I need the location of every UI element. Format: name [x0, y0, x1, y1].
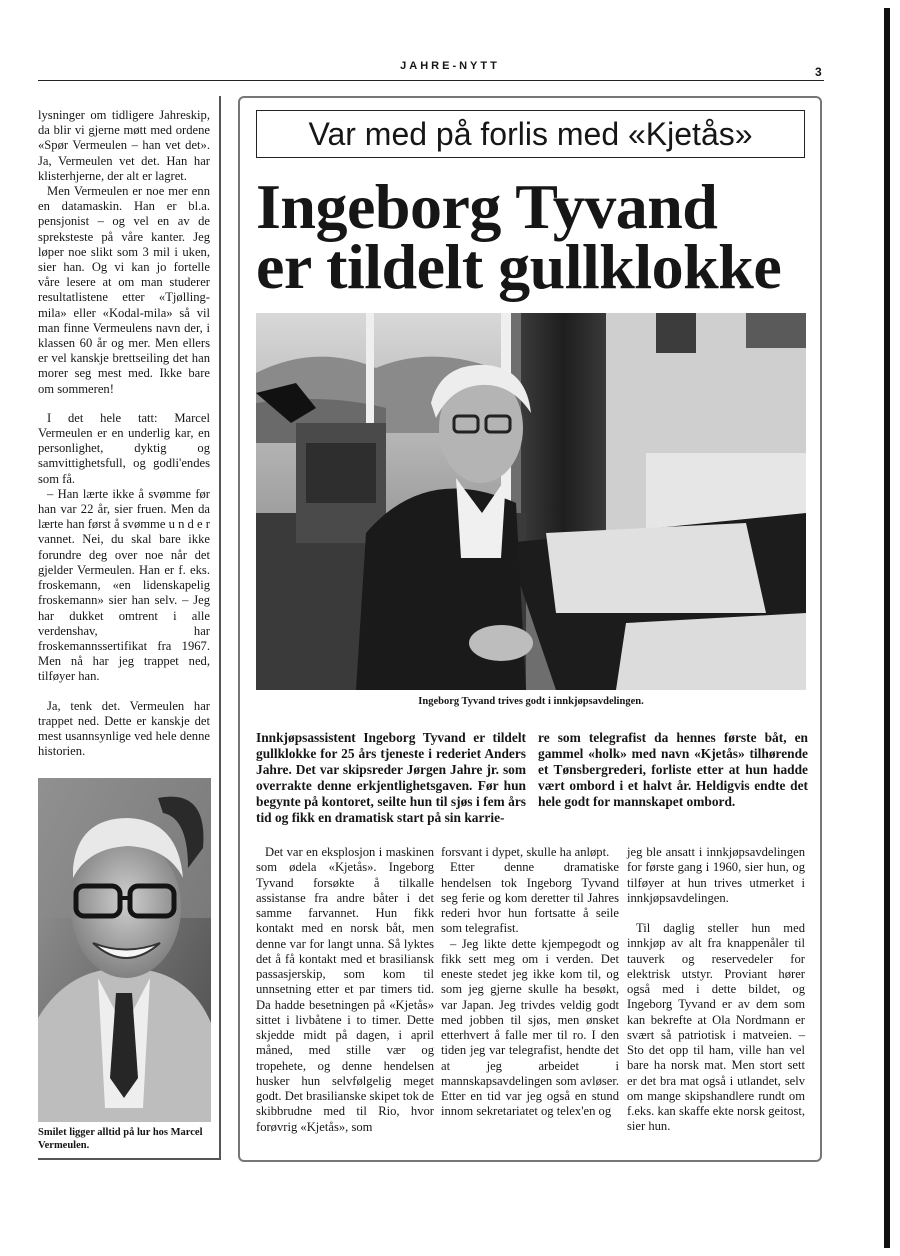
portrait-photo — [38, 778, 211, 1122]
article-column-1 — [256, 845, 434, 1135]
page-number: 3 — [815, 65, 822, 79]
publication-title: JAHRE-NYTT — [400, 60, 500, 72]
sidebar-paragraph: Ja, tenk det. Vermeulen har trappet ned. Dette er kanskje det mest usannsynlige ved hele denne historien. — [38, 698, 210, 759]
article-column-2 — [441, 845, 619, 1120]
article-paragraph: – Jeg likte dette kjempegodt og fikk sett meg om i verden. Det eneste stedet jeg ikke kom til, og som jeg gjerne skulle ha besøkt, var Japan. Jeg trivdes veldig godt med jobben til sjøs, men ønsket etterhvert å falle mer til ro. I den tiden jeg var telegrafist, hendte det at jeg arbeidet i mannskapsavdelingen som avløser. Etter en tid var jeg også en stund innom sekretariatet og telex'en og — [441, 936, 619, 1119]
article-headline — [256, 171, 816, 302]
sidebar-paragraph: Men Vermeulen er noe mer enn en datamaskin. Han er bl.a. pensjonist – og vel en av de spreksteste på våre kanter. Jeg løper noe slikt som 3 mil i uken, sier han. Og vi kan jo fortelle våre lesere at om man studerer resultatlistene etter «Tjølling-mila» eller «Kodal-mila» så vil man finne Vermeulens navn der, i klassen 60 år og mer. Men ellers er vel kanskje brettseiling det han morer seg mest med. Ikke bare om sommeren! — [38, 184, 210, 396]
headline-line: Ingeborg Tyvand — [256, 171, 718, 242]
office-photo — [256, 313, 806, 690]
sidebar-paragraph: – Han lærte ikke å svømme før han var 22 år, sier fruen. Men da lærte han først å svømme u n d e r vannet. Nei, du skal bare ikke forundre deg over noe når det gjelder Vermeulen. Han er f. eks. froskemann, «en lidenskapelig froskemann» sier han selv. – Jeg har dukket omtrent i alle verdenshav, har froskemannssertifikat fra 1967. Men nå har jeg trappet ned, tilføyer han. — [38, 486, 210, 684]
scan-edge-bar — [884, 8, 890, 1248]
headline-line: er tildelt gullklokke — [256, 231, 782, 302]
article-lede-continued: re som telegrafist da hennes første båt, en gammel «holk» med navn «Kjetås» tilhørende et Tønsbergrederi, forliste etter at hun hadde vært ombord i et halvt år. Heldigvis endte det hele godt for mannskapet ombord. — [538, 730, 808, 809]
article-paragraph: forsvant i dypet, skulle ha anløpt. — [441, 845, 610, 859]
article-column-3 — [627, 845, 805, 1135]
portrait-caption: Smilet ligger alltid på lur hos Marcel Vermeulen. — [38, 1127, 203, 1151]
article-kicker: Var med på forlis med «Kjetås» — [256, 110, 805, 158]
article-paragraph: Det var en eksplosjon i maskinen som ødela «Kjetås». Ingeborg Tyvand forsøkte å tilkalle assistanse fra andre båter i det samme farvannet. Hun fikk kontakt med en norsk båt, men denne var for langt unna. Så lyktes det å få kontakt med et brasiliansk passasjerskip, som kom til unnsetning etter et par timers tid. Da hadde besetningen på «Kjetås» sittet i livbåtene i to timer. Dette skjedde midt på dagen, i april måned, med stille vær og tropehete, og denne hendelsen husker hun selvfølgelig meget godt. Det brasilianske skipet tok de skibbrudne med til Rio, hvor forøvrig «Kjetås», som — [256, 845, 434, 1134]
article-paragraph: Til daglig steller hun med innkjøp av alt fra knappenåler til tauverk og reservedeler for elektrisk utstyr. Proviant hører også med i dette bildet, og Ingeborg Tyvand er av dem som kan bekrefte at Ola Nordmann er svært så patriotisk i matveien. – Sto det opp til ham, ville han vel bare ha norsk mat. Men stort sett er det bra mat også i utlandet, selv om mange skipshandlere rundt om f.eks. kan skaffe ekte norsk geitost, sier hun. — [627, 921, 805, 1134]
sidebar-paragraph: I det hele tatt: Marcel Vermeulen er en underlig kar, en personlighet, dyktig og samvittighetsfull, og godli'endes som få. — [38, 410, 210, 486]
article-paragraph: jeg ble ansatt i innkjøpsavdelingen for første gang i 1960, sier hun, og tilføyer at hun trives utmerket i innkjøpsavdelingen. — [627, 845, 805, 905]
sidebar-text — [38, 108, 210, 759]
article-lede: Innkjøpsassistent Ingeborg Tyvand er tildelt gullklokke for 25 års tjeneste i rederiet Anders Jahre. Det var skipsreder Jørgen Jahre jr. som overrakte denne erkjentlighetsgaven. Før hun begynte på kontoret, seilte hun til sjøs i fem års tid og fikk en dramatisk start på sin karrie- — [256, 730, 526, 825]
office-photo-caption: Ingeborg Tyvand trives godt i innkjøpsavdelingen. — [418, 696, 644, 707]
article-paragraph: Etter denne dramatiske hendelsen tok Ingeborg Tyvand seg ferie og kom deretter til Jahres rederi hvor hun fortsatte å seile som telegrafist. — [441, 860, 619, 936]
sidebar-paragraph: lysninger om tidligere Jahreskip, da blir vi gjerne møtt med ordene «Spør Vermeulen – han vet det». Ja, Vermeulen vet det. Han har klisterhjerne, der alt er lagret. — [38, 108, 210, 183]
header-rule — [38, 80, 824, 81]
